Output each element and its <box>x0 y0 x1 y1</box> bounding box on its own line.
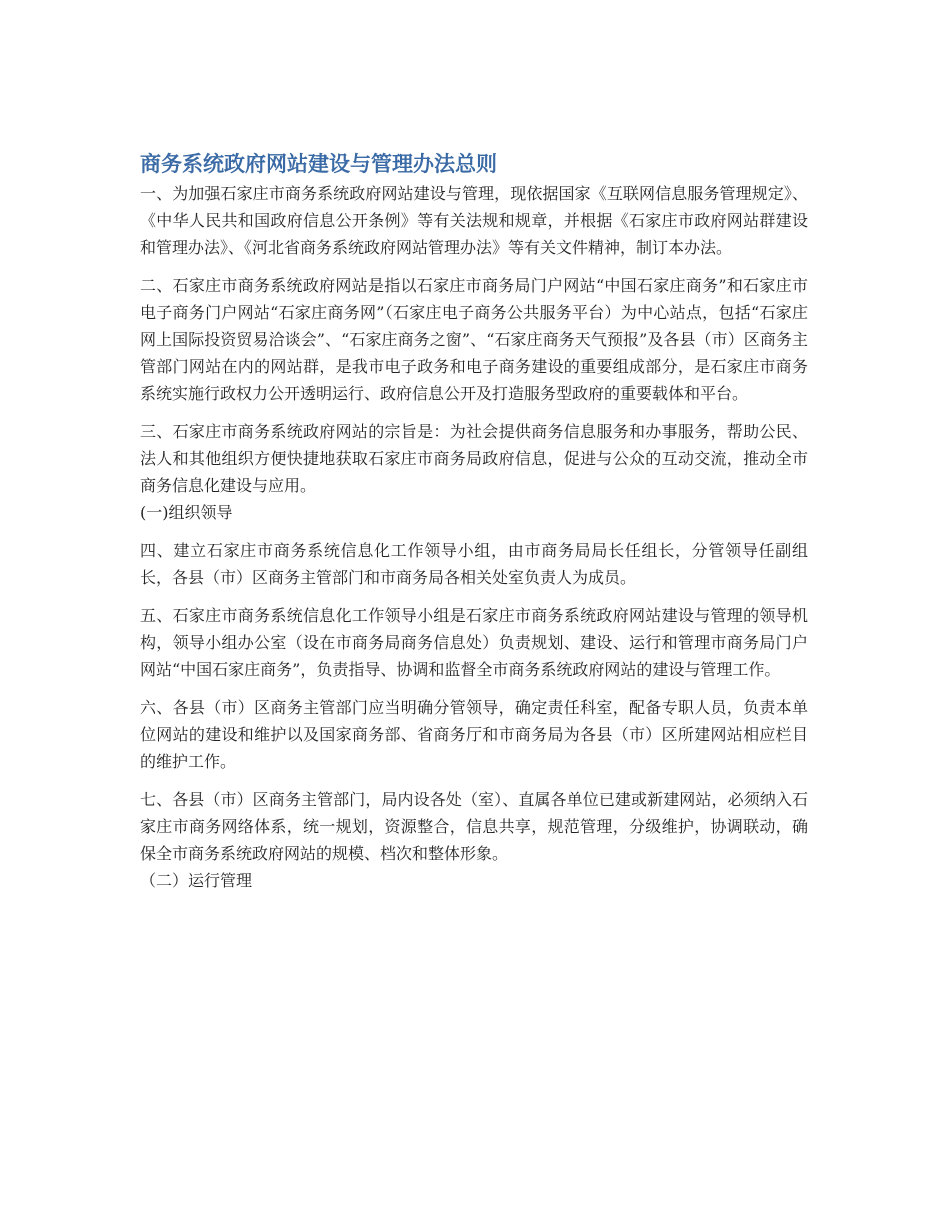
paragraph-6: 六、各县（市）区商务主管部门应当明确分管领导，确定责任科室，配备专职人员，负责本单位网站的建设和维护以及国家商务部、省商务厅和市商务局为各县（市）区所建网站相应栏目的维护工作。 <box>140 698 808 771</box>
section-heading-operation: （二）运行管理 <box>140 871 253 890</box>
paragraph-1: 一、为加强石家庄市商务系统政府网站建设与管理，现依据国家《互联网信息服务管理规定》、《中华人民共和国政府信息公开条例》等有关法规和规章，并根据《石家庄市政府网站群建设和管理办法》、《河北省商务系统政府网站管理办法》等有关文件精神，制订本办法。 <box>140 184 808 257</box>
paragraph-5: 五、石家庄市商务系统信息化工作领导小组是石家庄市商务系统政府网站建设与管理的领导机构，领导小组办公室（设在市商务局商务信息处）负责规划、建设、运行和管理市商务局门户网站“中国石家庄商务”，负责指导、协调和监督全市商务系统政府网站的建设与管理工作。 <box>140 606 808 679</box>
paragraph-3: 三、石家庄市商务系统政府网站的宗旨是：为社会提供商务信息服务和办事服务，帮助公民、法人和其他组织方便快捷地获取石家庄市商务局政府信息，促进与公众的互动交流，推动全市商务信息化建设与应用。 <box>140 422 808 495</box>
paragraph-7: 七、各县（市）区商务主管部门，局内设各处（室）、直属各单位已建或新建网站，必须纳入石家庄市商务网络体系，统一规划，资源整合，信息共享，规范管理，分级维护，协调联动，确保全市商务系统政府网站的规模、档次和整体形象。 <box>140 790 808 863</box>
paragraph-4: 四、建立石家庄市商务系统信息化工作领导小组，由市商务局局长任组长，分管领导任副组长，各县（市）区商务主管部门和市商务局各相关处室负责人为成员。 <box>140 541 808 587</box>
document-title: 商务系统政府网站建设与管理办法总则 <box>140 152 497 176</box>
document-body <box>140 148 808 894</box>
section-heading-organization: (一)组织领导 <box>140 503 233 522</box>
paragraph-2: 二、石家庄市商务系统政府网站是指以石家庄市商务局门户网站“中国石家庄商务”和石家庄市电子商务门户网站“石家庄商务网”（石家庄电子商务公共服务平台）为中心站点，包括“石家庄网上国际投资贸易洽谈会”、“石家庄商务之窗”、“石家庄商务天气预报”及各县（市）区商务主管部门网站在内的网站群，是我市电子政务和电子商务建设的重要组成部分，是石家庄市商务系统实施行政权力公开透明运行、政府信息公开及打造服务型政府的重要载体和平台。 <box>140 276 808 403</box>
